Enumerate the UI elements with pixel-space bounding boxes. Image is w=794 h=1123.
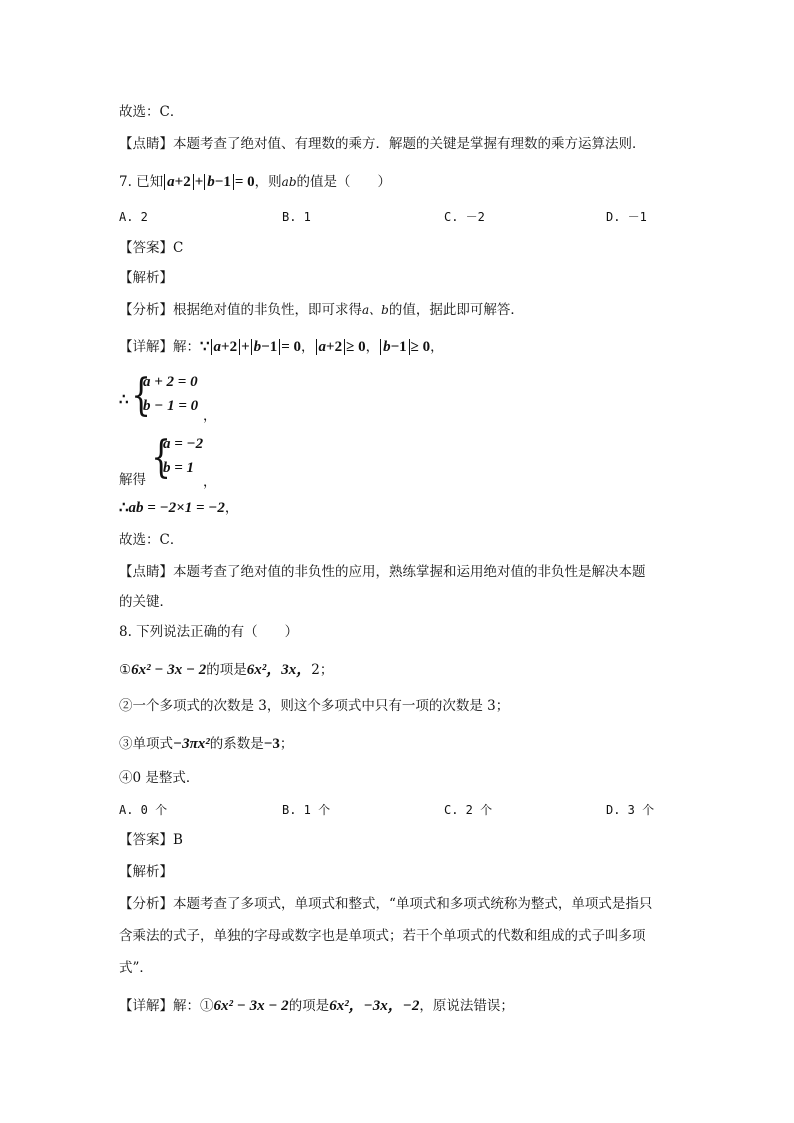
left-brace: { <box>151 432 171 483</box>
system-2-line-2: b = 1 <box>163 460 195 476</box>
detail-var-b-2: b <box>383 339 391 355</box>
q7-result <box>119 498 238 518</box>
q8-detail <box>119 996 514 1016</box>
q7-comment-2: 的关键． <box>119 594 173 610</box>
q7-choice: 故选：C． <box>119 532 184 548</box>
q7-analysis-a: 【分析】根据绝对值的非负性，即可求得 <box>119 302 362 318</box>
detail-minus1: −1 <box>261 339 278 355</box>
q7-analysis-vars: a、b <box>362 303 389 317</box>
detail-var-a: a <box>213 339 222 355</box>
comment-line: 【点睛】本题考查了绝对值、有理数的乘方．解题的关键是掌握有理数的乘方运算法则． <box>119 136 646 152</box>
detail-ge0-1: ≥ 0 <box>346 339 366 355</box>
q7-var-a: a <box>167 174 175 190</box>
q8-answer: 【答案】B <box>119 832 183 848</box>
s3-end: ； <box>279 736 294 752</box>
q7-option-a: A. 2 <box>119 210 148 224</box>
q7-suffix: 的值是（ ） <box>296 174 392 190</box>
q8-title: 8. 下列说法正确的有（ ） <box>119 624 299 640</box>
q8-statement-4: ④0 是整式． <box>119 770 200 786</box>
s3-val: −3 <box>263 736 280 752</box>
q8-option-a: A. 0 个 <box>119 803 168 817</box>
s1-end: 2； <box>311 662 334 678</box>
q7-analysis-title: 【解析】 <box>119 270 173 286</box>
detail-var-a-2: a <box>318 339 327 355</box>
detail-minus1-2: −1 <box>390 339 407 355</box>
s1-terms: 6x²，3x， <box>246 662 312 678</box>
q8-detail-prefix: 【详解】解：① <box>119 998 214 1014</box>
q8-detail-mid: 的项是 <box>288 998 330 1014</box>
q8-option-c: C. 2 个 <box>444 803 493 817</box>
q8-analysis-3: 式”． <box>119 960 153 976</box>
q7-option-d: D. －1 <box>606 210 647 224</box>
q8-analysis-2: 含乘法的式子，单独的字母或数字也是单项式；若干个单项式的代数和组成的式子叫多项 <box>119 928 646 944</box>
s1-expr: 6x² − 3x − 2 <box>131 662 207 678</box>
q8-detail-end: ，原说法错误； <box>419 998 514 1014</box>
q7-stem <box>119 172 391 192</box>
therefore-symbol: ∴ <box>119 392 129 408</box>
q8-option-d: D. 3 个 <box>606 803 655 817</box>
detail-plus2-2: +2 <box>326 339 343 355</box>
q7-comment-1: 【点睛】本题考查了绝对值的非负性的应用，熟练掌握和运用绝对值的非负性是解决本题 <box>119 564 646 580</box>
system-1-line-2: b − 1 = 0 <box>143 398 199 414</box>
q7-detail <box>119 337 444 357</box>
detail-var-b: b <box>253 339 262 355</box>
detail-comma-3: ， <box>430 339 444 355</box>
q7-prefix: 7. 已知 <box>119 174 164 190</box>
detail-plus2: +2 <box>221 339 238 355</box>
q8-statement-1 <box>119 660 333 680</box>
q7-system-2 <box>119 434 339 490</box>
q8-detail-expr: 6x² − 3x − 2 <box>213 998 289 1014</box>
system-2-line-1: a = −2 <box>163 436 204 452</box>
system-2-comma: ， <box>203 474 217 490</box>
because-symbol: ∵ <box>200 339 210 355</box>
q7-mid: ，则 <box>254 174 282 190</box>
q7-detail-prefix: 【详解】解： <box>119 339 200 355</box>
s3-prefix: ③单项式 <box>119 736 173 752</box>
therefore-symbol-2: ∴ <box>119 500 129 516</box>
q7-system-1 <box>119 372 339 422</box>
q8-analysis-1: 【分析】本题考查了多项式，单项式和整式，“单项式和多项式统称为整式，单项式是指只 <box>119 896 653 912</box>
detail-ge0-2: ≥ 0 <box>410 339 431 355</box>
q8-statement-3 <box>119 734 293 754</box>
q7-analysis <box>119 300 524 320</box>
q7-plus: + <box>194 174 204 190</box>
system-1-comma: ， <box>203 408 217 424</box>
result-comma: ， <box>224 500 239 516</box>
s3-expr: −3πx² <box>173 736 210 752</box>
detail-comma-1: ， <box>301 339 315 355</box>
q7-eq0: = 0 <box>234 174 255 190</box>
s1-mid: 的项是 <box>206 662 247 678</box>
q8-option-b: B. 1 个 <box>282 803 331 817</box>
q7-minus1: −1 <box>214 174 231 190</box>
detail-eq0: = 0 <box>281 339 302 355</box>
detail-comma-2: ， <box>365 339 380 355</box>
s3-mid: 的系数是 <box>209 736 264 752</box>
q7-var-b: b <box>207 174 215 190</box>
q8-detail-terms: 6x²，−3x，−2 <box>329 998 420 1014</box>
left-brace: { <box>131 370 151 421</box>
q7-analysis-b: 的值，据此即可解答． <box>388 302 524 318</box>
q7-plus2: +2 <box>174 174 191 190</box>
q8-statement-2: ②一个多项式的次数是 3，则这个多项式中只有一项的次数是 3； <box>119 698 510 714</box>
s1-prefix: ① <box>119 662 132 678</box>
q8-analysis-title: 【解析】 <box>119 864 173 880</box>
q7-option-c: C. －2 <box>444 210 485 224</box>
q7-result-expr: ab = −2×1 = −2 <box>128 500 225 516</box>
q7-answer: 【答案】C <box>119 240 184 256</box>
choice-line: 故选：C． <box>119 104 184 120</box>
solve-label: 解得 <box>119 472 146 488</box>
q7-option-b: B. 1 <box>282 210 311 224</box>
system-1-line-1: a + 2 = 0 <box>143 374 198 390</box>
q7-ab: ab <box>281 175 297 189</box>
detail-plus: + <box>241 339 250 355</box>
